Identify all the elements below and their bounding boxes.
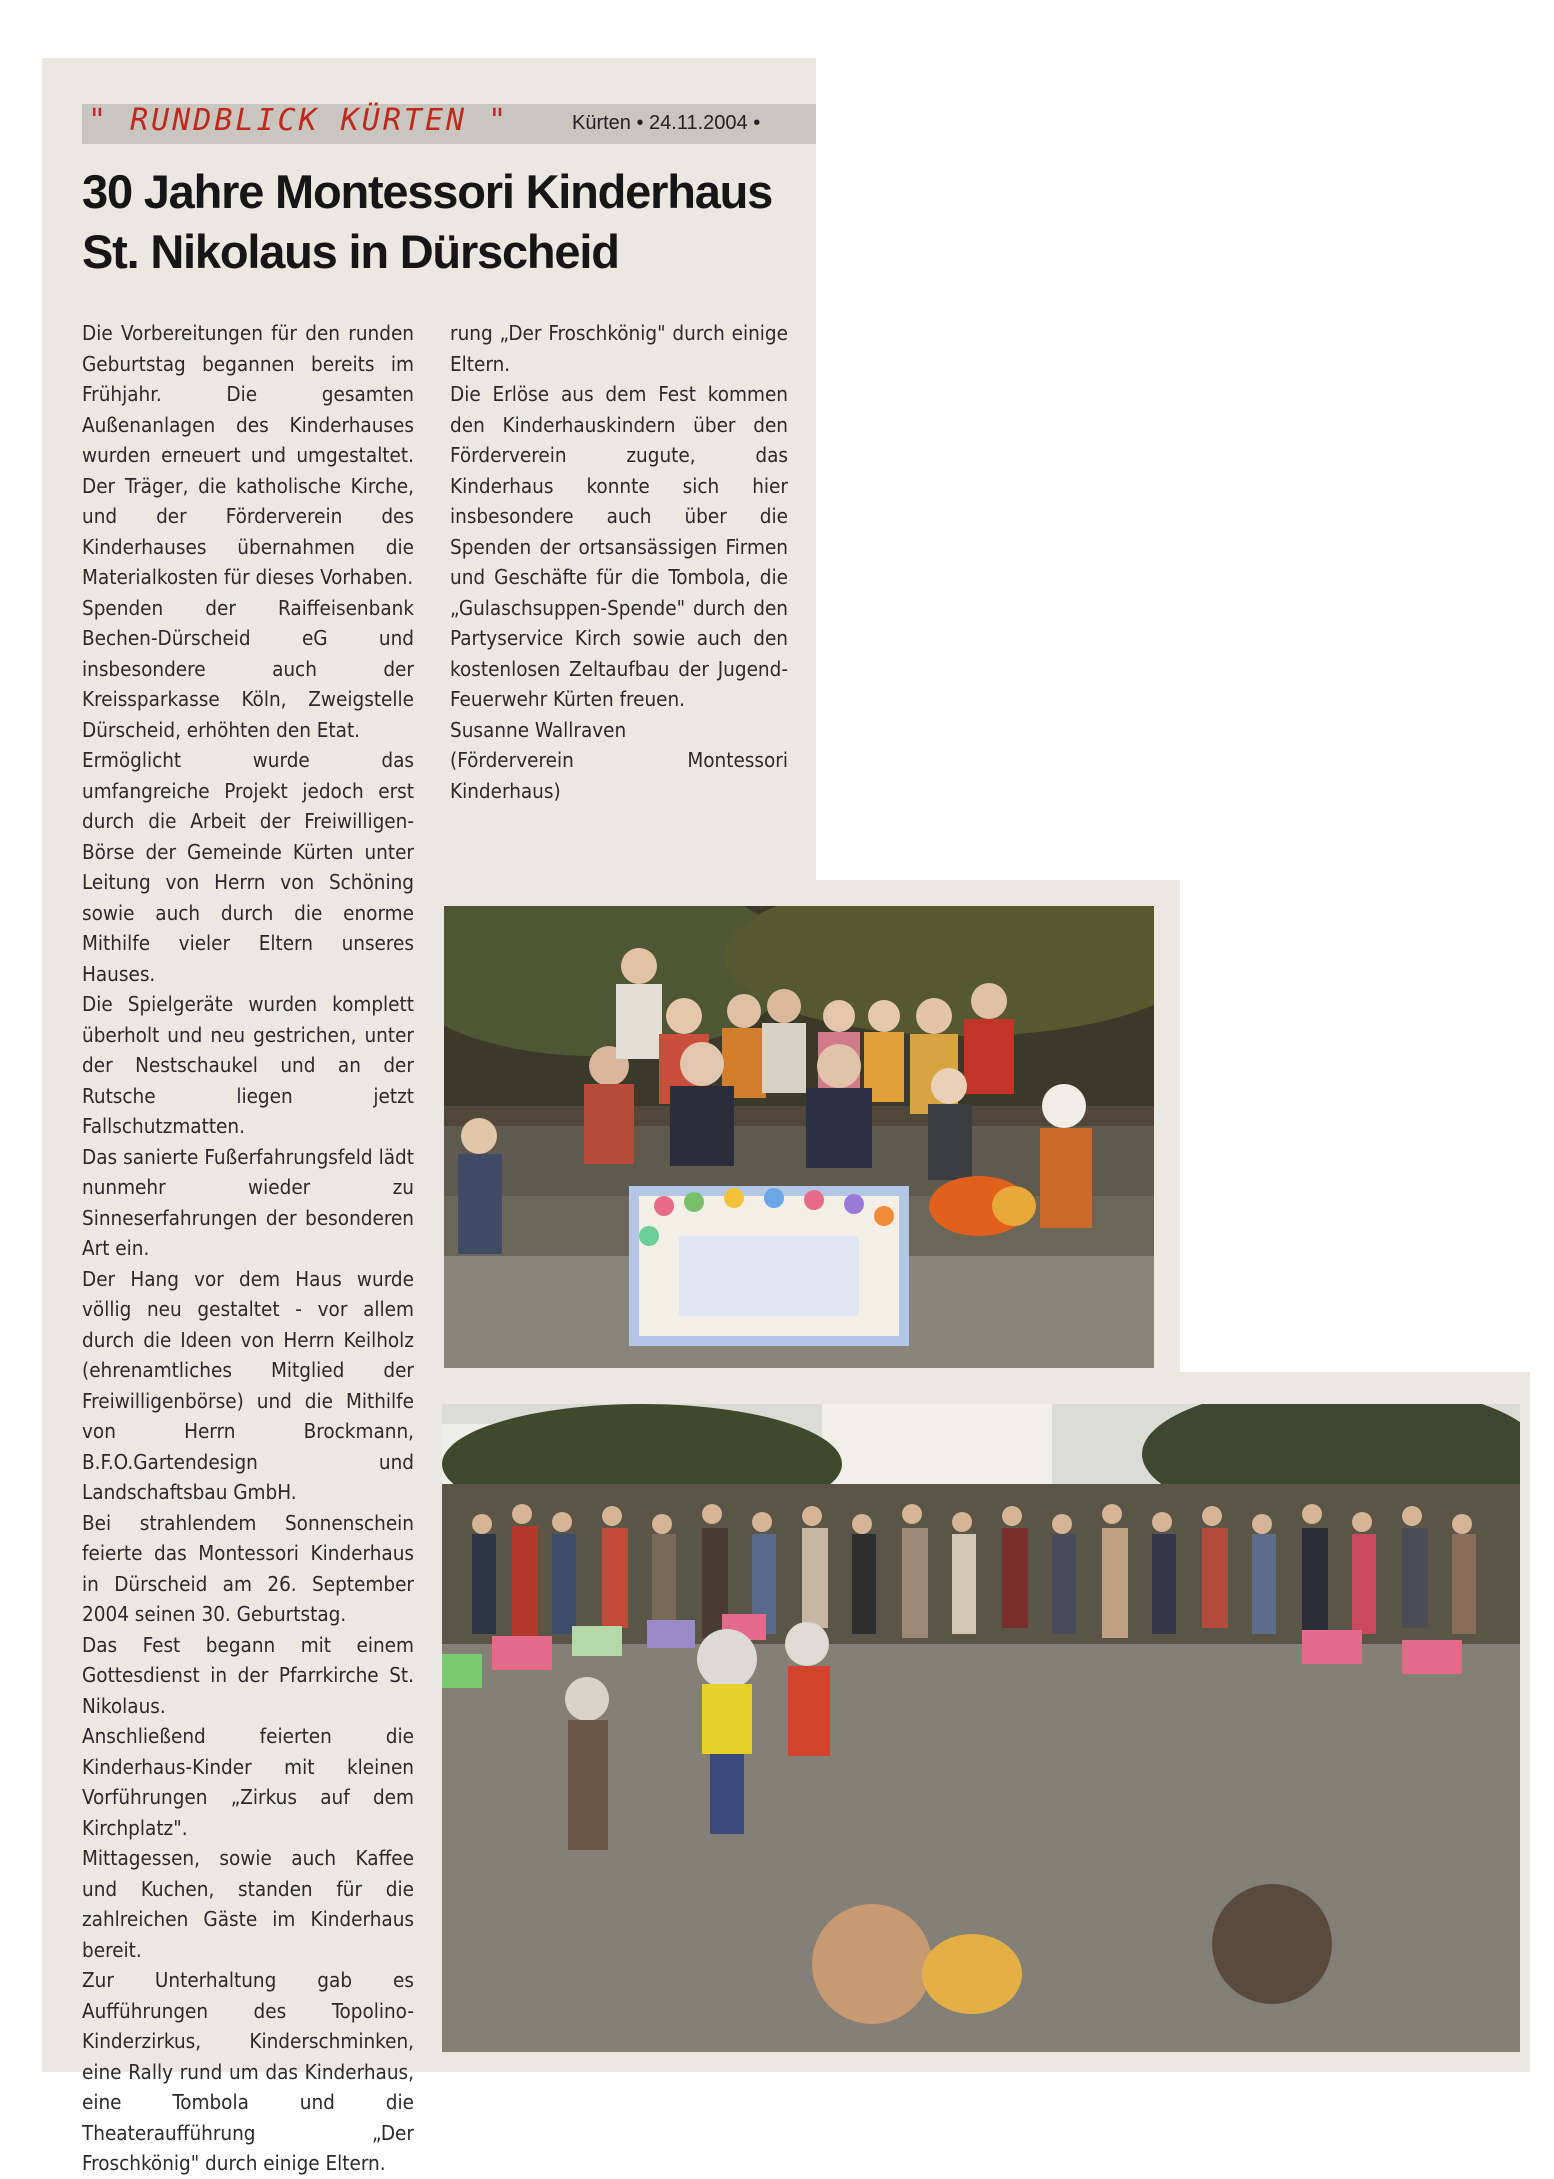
- paragraph: Bei strahlendem Sonnenschein feierte das Montessori Kinderhaus in Dürscheid am 26. September 2004 seinen 30. Geburtstag.: [82, 1510, 414, 1626]
- author-name: Susanne Wallraven: [450, 717, 627, 742]
- photo-circus-kirchplatz: [442, 1404, 1520, 2052]
- paragraph: Anschließend feierten die Kinderhaus-Kinder mit kleinen Vorführungen „Zirkus auf dem Kirchplatz".: [82, 1724, 414, 1840]
- paragraph: Die Spielgeräte wurden komplett überholt und neu gestrichen, unter der Nestschaukel und an der Rutsche liegen jetzt Fallschutzmatten.: [82, 992, 414, 1138]
- paragraph: Das sanierte Fußerfahrungsfeld lädt nunmehr wieder zu Sinneserfahrungen der besonderen Art ein.: [82, 1144, 414, 1260]
- dateline: Kürten • 24.11.2004 •: [572, 112, 761, 134]
- photo-group-with-banner: [444, 906, 1154, 1368]
- paragraph: Ermöglicht wurde das umfangreiche Projekt jedoch erst durch die Arbeit der Freiwilligen-Börse der Gemeinde Kürten unter Leitung von Herrn von Schöning sowie auch durch die enorme Mithilfe vieler Eltern unseres Hauses.: [82, 748, 414, 986]
- paragraph: Der Hang vor dem Haus wurde völlig neu gestaltet - vor allem durch die Ideen von Herrn Keilholz (ehrenamtliches Mitglied der Freiwilligenbörse) und die Mithilfe von Herrn Brockmann, B.F.O.Gartendesign und Landschaftsbau GmbH.: [82, 1266, 414, 1504]
- author-affiliation: (Förderverein Montessori Kinderhaus): [450, 748, 788, 803]
- photo-circus-illustration: [442, 1404, 1520, 2052]
- article-column-right: [450, 318, 788, 806]
- paragraph: Das Fest begann mit einem Gottesdienst in der Pfarrkirche St. Nikolaus.: [82, 1632, 414, 1718]
- article-column-left: [82, 318, 414, 2179]
- paragraph: rung „Der Froschkönig" durch einige Eltern.: [450, 321, 788, 376]
- handwritten-source-note: " RUNDBLICK KÜRTEN ": [88, 103, 510, 138]
- paragraph: Mittagessen, sowie auch Kaffee und Kuchen, standen für die zahlreichen Gäste im Kinderhaus bereit.: [82, 1846, 414, 1962]
- paragraph: Die Vorbereitungen für den runden Geburtstag begannen bereits im Frühjahr. Die gesamten Außenanlagen des Kinderhauses wurden erneuert und umgestaltet. Der Träger, die katholische Kirche, und der Förderverein des Kinderhauses übernahmen die Materialkosten für dieses Vorhaben.: [82, 321, 414, 589]
- paragraph: Zur Unterhaltung gab es Aufführungen des Topolino-Kinderzirkus, Kinderschminken, eine Rally rund um das Kinderhaus, eine Tombola und die Theateraufführung „Der Froschkönig" durch einige Eltern.: [82, 1968, 414, 2175]
- paragraph: Spenden der Raiffeisenbank Bechen-Dürscheid eG und insbesondere auch der Kreissparkasse Köln, Zweigstelle Dürscheid, erhöhten den Etat.: [82, 595, 414, 742]
- paragraph: Die Erlöse aus dem Fest kommen den Kinderhauskindern über den Förderverein zugute, das Kinderhaus konnte sich hier insbesondere auch über die Spenden der ortsansässigen Firmen und Geschäfte für die Tombola, die „Gulaschsuppen-Spende" durch den Partyservice Kirch sowie auch den kostenlosen Zeltaufbau der Jugend-Feuerwehr Kürten freuen.: [450, 382, 788, 711]
- photo-group-illustration: [444, 906, 1154, 1368]
- article-headline: 30 Jahre Montessori Kinderhaus St. Nikolaus in Dürscheid: [82, 165, 773, 278]
